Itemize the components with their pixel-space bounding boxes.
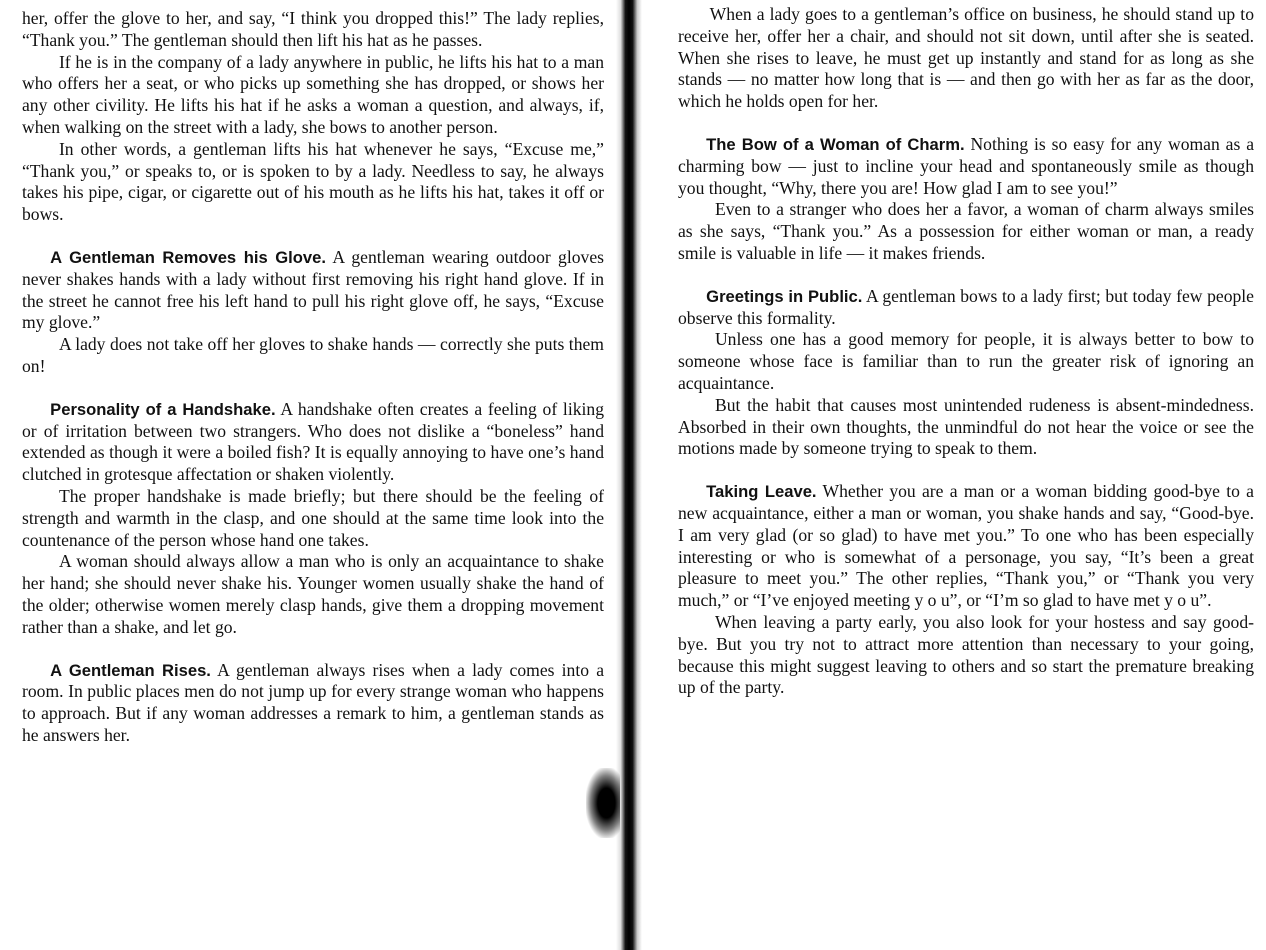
section-bow bbox=[678, 134, 1254, 199]
left-paragraph-3: In other words, a gentleman lifts his hat whenever he says, “Excuse me,” “Thank you,” or speaks to, or is spoken to by a lady. Needless to say, he always takes his pipe, cigar, or cigarette out of his mouth as he lifts his hat, takes it off or bows. bbox=[22, 138, 604, 225]
rises-paragraph-1: A gentleman always rises when a lady comes into a room. In public places men do not jump up for every strange woman who happens to approach. But if any woman addresses a remark to him, a gentleman stands as he answers her. bbox=[22, 659, 605, 745]
section-taking-leave bbox=[678, 481, 1254, 612]
greetings-paragraph-2: Unless one has a good memory for people, it is always better to bow to someone whose face is familiar than to run the greater risk of ignoring an acquaintance. bbox=[678, 329, 1254, 393]
ink-blot bbox=[586, 768, 620, 838]
glove-paragraph-2: A lady does not take off her gloves to shake hands — correctly she puts them on! bbox=[22, 334, 604, 376]
right-page bbox=[640, 0, 1266, 950]
left-paragraph-1: her, offer the glove to her, and say, “I think you dropped this!” The lady replies, “Thank you.” The gentleman should then lift his hat as he passes. bbox=[22, 8, 604, 50]
greetings-paragraph-1: A gentleman bows to a lady first; but today few people observe this formality. bbox=[678, 285, 1254, 328]
right-paragraph-1: When a lady goes to a gentleman’s office on business, he should stand up to receive her, offer her a chair, and should not sit down, until after she is seated. When she rises to leave, he must get up instantly and stand for as long as she stands — no matter how long that is — and then go with her as far as the door, which he holds open for her. bbox=[678, 4, 1254, 112]
section-handshake bbox=[22, 399, 604, 486]
bow-paragraph-2: Even to a stranger who does her a favor, a woman of charm always smiles as she says, “Thank you.” As a possession for either woman or man, a ready smile is valuable in life — it makes friends. bbox=[678, 199, 1254, 263]
heading-bow-of-woman: The Bow of a Woman of Charm. bbox=[706, 134, 965, 154]
left-page bbox=[0, 0, 622, 950]
leave-paragraph-2: When leaving a party early, you also look for your hostess and say good-bye. But you try not to attract more attention than necessary to your going, because this might suggest leaving to others and so start the premature breaking up of the party. bbox=[678, 611, 1254, 698]
handshake-paragraph-1: A handshake often creates a feeling of liking or of irritation between two strangers. Who does not dislike a “boneless” hand extended as though it were a boiled fish? It is equally annoying to have one’s hand clutched in grotesque affectation or shaken violently. bbox=[22, 398, 604, 485]
heading-removes-glove: A Gentleman Removes his Glove. bbox=[50, 247, 326, 267]
section-greetings bbox=[678, 286, 1254, 330]
leave-paragraph-1: Whether you are a man or a woman bidding good-bye to a new acquaintance, either a man or woman, you shake hands and say, “Good-bye. I am very glad (or so glad) to have met you.” To one who has been especially interesting or who is somewhat of a personage, you say, “It’s been a great pleasure to meet you.” The other replies, “Thank you,” or “Thank you very much,” or “I’ve enjoyed meeting y o u”, or “I’m so glad to have met y o u”. bbox=[678, 481, 1254, 611]
heading-handshake: Personality of a Handshake. bbox=[50, 399, 276, 419]
heading-greetings-in-public: Greetings in Public. bbox=[706, 286, 863, 306]
bow-paragraph-1: Nothing is so easy for any woman as a charming bow — just to incline your head and spontaneously smile as though you thought, “Why, there you are! How glad I am to see you!” bbox=[678, 133, 1255, 198]
section-rises bbox=[22, 660, 604, 747]
greetings-paragraph-3: But the habit that causes most unintended rudeness is absent-mindedness. Absorbed in their own thoughts, the unmindful do not hear the voice or see the motions made by someone trying to speak to them. bbox=[678, 394, 1254, 459]
glove-paragraph-1: A gentleman wearing outdoor gloves never shakes hands with a lady without first removing his right hand glove. If in the street he cannot free his left hand to pull his right glove off, he says, “Excuse my glove.” bbox=[22, 246, 604, 333]
heading-gentleman-rises: A Gentleman Rises. bbox=[50, 660, 211, 680]
left-paragraph-2: If he is in the company of a lady anywhere in public, he lifts his hat to a man who offers her a seat, or who picks up something she has dropped, or shows her any other civility. He lifts his hat if he asks a woman a question, and always, if, when walking on the street with a lady, she bows to another person. bbox=[22, 51, 604, 137]
handshake-paragraph-2: The proper handshake is made briefly; but there should be the feeling of strength and warmth in the clasp, and one should at the same time look into the countenance of the person whose hand one takes. bbox=[22, 485, 604, 550]
handshake-paragraph-3: A woman should always allow a man who is only an acquaintance to shake her hand; she should never shake his. Younger women usually shake the hand of the older; otherwise women merely clasp hands, give them a dropping movement rather than a shake, and let go. bbox=[22, 551, 604, 637]
section-glove bbox=[22, 247, 604, 334]
heading-taking-leave: Taking Leave. bbox=[706, 482, 817, 502]
